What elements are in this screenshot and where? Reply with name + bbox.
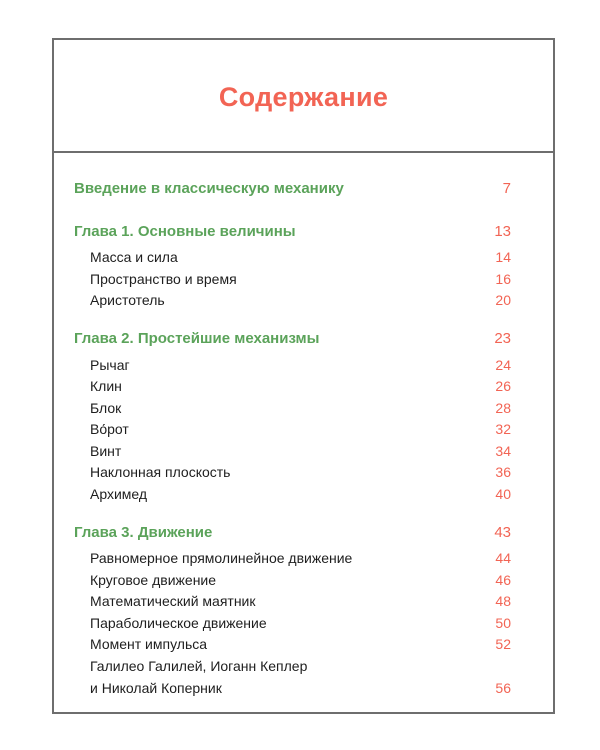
toc-entry-page: 43 — [494, 524, 511, 541]
toc-entry-page: 34 — [495, 443, 511, 459]
toc-entry-label: Архимед — [90, 486, 148, 502]
toc-entry — [90, 443, 511, 465]
toc-entry-label: Во́рот — [90, 421, 129, 437]
toc-entry-label: Наклонная плоскость — [90, 464, 231, 480]
toc-entry-label: Круговое движение — [90, 572, 217, 588]
title-band — [54, 40, 553, 153]
toc-entry-page: 56 — [495, 680, 511, 696]
toc-entry-page: 24 — [495, 357, 511, 373]
toc-entry — [90, 572, 511, 594]
toc-entry-label: Рычаг — [90, 357, 130, 373]
toc-entry-label: Аристотель — [90, 292, 165, 308]
toc-entry — [90, 357, 511, 379]
toc-entry — [90, 550, 511, 572]
toc-entry-page: 40 — [495, 486, 511, 502]
toc-entry-page: 28 — [495, 400, 511, 416]
toc-entry-label: Блок — [90, 400, 122, 416]
toc-entry — [90, 464, 511, 486]
toc-entry — [90, 680, 511, 702]
toc-entry-page: 23 — [494, 330, 511, 347]
toc-entry-chapter-1 — [74, 223, 511, 245]
toc-entry-label: и Николай Коперник — [90, 680, 222, 696]
toc-entry-page: 32 — [495, 421, 511, 437]
toc-entry-page: 48 — [495, 593, 511, 609]
toc-entry-label: Момент импульса — [90, 636, 208, 652]
toc-entry — [90, 636, 511, 658]
toc-entry — [90, 292, 511, 314]
toc-entry-label: Математический маятник — [90, 593, 256, 609]
toc-entry-page: 26 — [495, 378, 511, 394]
toc-entry-label: Масса и сила — [90, 249, 178, 265]
toc-entry-label: Клин — [90, 378, 122, 394]
toc-entry — [90, 658, 511, 680]
toc-entry-introduction — [74, 180, 511, 202]
toc-entry-label: Параболическое движение — [90, 615, 267, 631]
toc-entry-page: 16 — [495, 271, 511, 287]
toc-entry-chapter-2 — [74, 330, 511, 352]
toc-entry — [90, 593, 511, 615]
toc-entry-label: Равномерное прямолинейное движение — [90, 550, 353, 566]
toc-entry-label: Винт — [90, 443, 122, 459]
toc-entry-page: 14 — [495, 249, 511, 265]
toc-entry-label: Пространство и время — [90, 271, 237, 287]
toc-entry-page: 13 — [494, 223, 511, 240]
toc-entry-page: 20 — [495, 292, 511, 308]
toc-entry-label: Глава 2. Простейшие механизмы — [74, 330, 320, 347]
page-title: Содержание — [218, 82, 389, 112]
toc-entry-label: Глава 1. Основные величины — [74, 223, 296, 240]
toc-entry-page: 52 — [495, 636, 511, 652]
toc-entry — [90, 400, 511, 422]
toc-entry-page: 50 — [495, 615, 511, 631]
toc-entry-page: 36 — [495, 464, 511, 480]
toc-entry-page: 7 — [502, 180, 511, 197]
toc-entry-label: Галилео Галилей, Иоганн Кеплер — [90, 658, 308, 674]
toc-entry — [90, 615, 511, 637]
toc-entry-label: Введение в классическую механику — [74, 180, 344, 197]
toc-entry — [90, 378, 511, 400]
toc-entry-page: 46 — [495, 572, 511, 588]
toc-entry — [90, 421, 511, 443]
toc-entry-page: 44 — [495, 550, 511, 566]
toc-frame — [52, 38, 555, 714]
toc-entry — [90, 486, 511, 508]
toc-entry-label: Глава 3. Движение — [74, 524, 213, 541]
toc-entry-chapter-3 — [74, 524, 511, 546]
toc-entry — [90, 271, 511, 293]
toc-entry — [90, 249, 511, 271]
